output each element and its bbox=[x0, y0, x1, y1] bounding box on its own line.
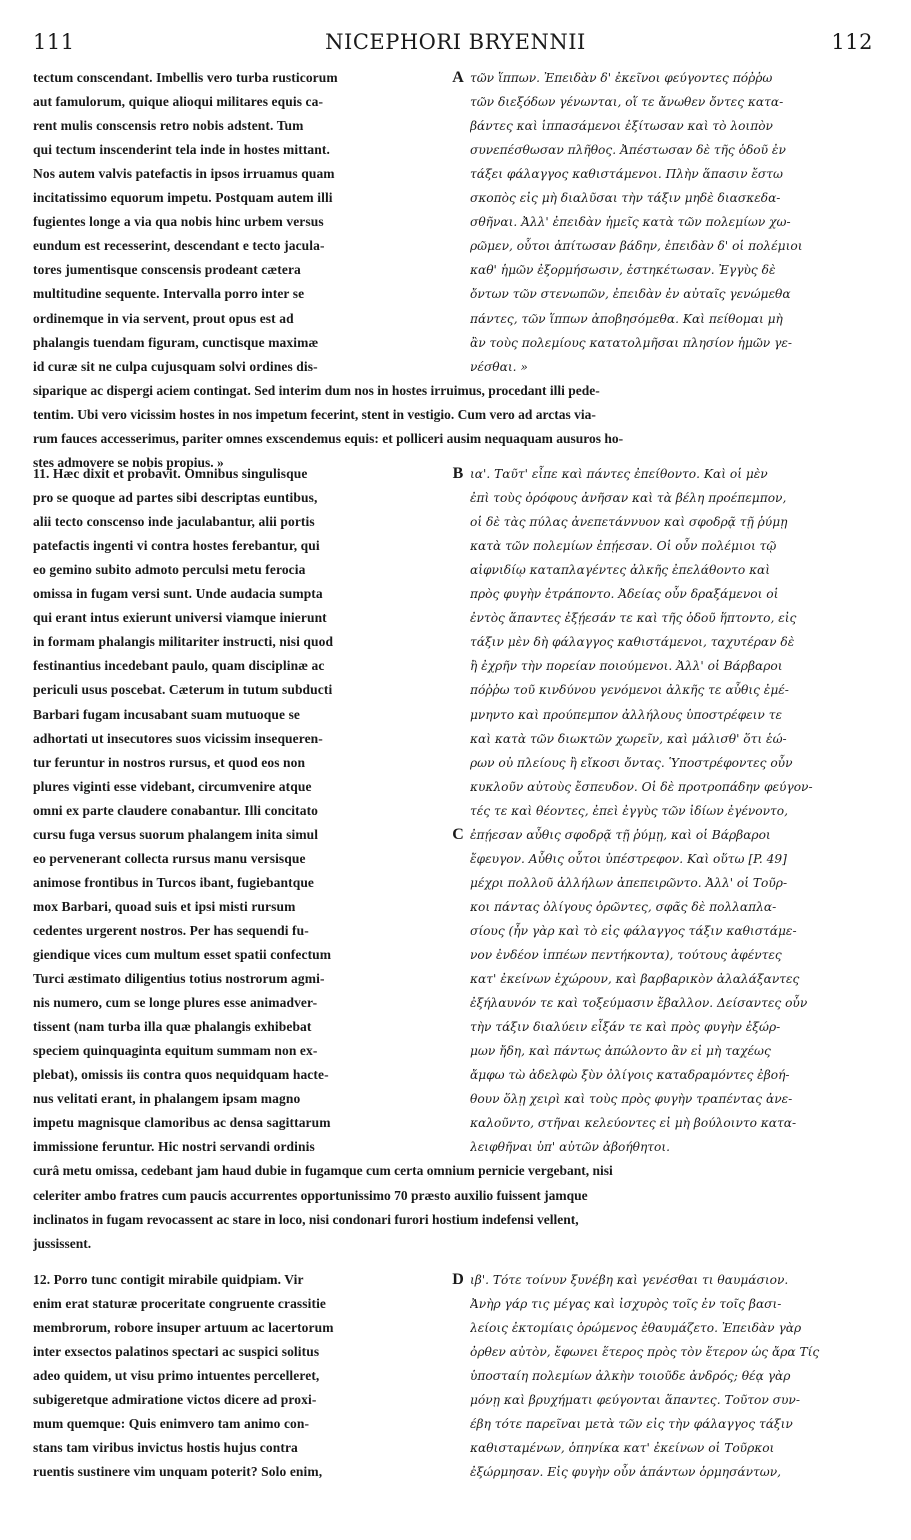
latin-line: qui tectum inscenderint tela inde in hostes mittant. bbox=[33, 142, 330, 158]
greek-line: σκοπὸς εἰς μὴ διαλῦσαι τὴν τάξιν μηδὲ διασκεδα- bbox=[470, 191, 781, 206]
right-page-number: 112 bbox=[831, 30, 873, 54]
greek-line: ἐντὸς ἅπαντες ἐξῄεσάν τε καὶ τῆς ὁδοῦ ἥπτοντο, εἰς bbox=[470, 611, 797, 626]
latin-line: adhortati ut insecutores suos vicissim insequeren- bbox=[33, 730, 323, 746]
latin-line: membrorum, robore insuper artuum ac lacertorum bbox=[33, 1320, 334, 1336]
greek-line: ἂν τοὺς πολεμίους κατατολμῆσαι πλησίον ἡμῶν γε- bbox=[470, 335, 793, 350]
latin-line: Nos autem valvis patefactis in ipsos irruamus quam bbox=[33, 166, 335, 182]
latin-line: periculi usus poscebat. Cæterum in tutum subducti bbox=[33, 682, 333, 698]
greek-line: ἢ ἐχρῆν τὴν πορείαν ποιούμενοι. Ἀλλ' οἱ Βάρβαροι bbox=[470, 659, 783, 674]
latin-line: incitatissimo equorum impetu. Postquam autem illi bbox=[33, 190, 333, 206]
latin-line: eo gemino subito admoto perculsi metu ferocia bbox=[33, 562, 306, 578]
full-width-line: stes admovere se nobis propius. » bbox=[33, 454, 224, 470]
greek-line: θουν ὅλῃ χειρὶ καὶ τοὺς πρὸς φυγὴν τραπέντας ἀνε- bbox=[470, 1092, 793, 1107]
full-width-line: siparique ac dispergi aciem contingat. Sed interim dum nos in hostes irruimus, procedant illi pede- bbox=[33, 382, 600, 398]
greek-line: καθισταμένων, ὁπηνίκα κατ' ἐκείνων οἱ Τοῦρκοι bbox=[470, 1441, 775, 1456]
greek-line: ια'. Ταῦτ' εἶπε καὶ πάντες ἐπείθοντο. Καὶ οἱ μὲν bbox=[470, 467, 768, 481]
latin-line: immissione feruntur. Hic nostri servandi ordinis bbox=[33, 1139, 315, 1155]
latin-line: tores jumentisque conscensis prodeant cætera bbox=[33, 262, 301, 278]
latin-line: inter exsectos palatinos spectari ac suspici solitus bbox=[33, 1344, 320, 1360]
full-width-line: curâ metu omissa, cedebant jam haud dubie in fugamque cum certa omnium pernicie vergebant, nisi bbox=[33, 1163, 613, 1179]
running-header bbox=[0, 30, 911, 60]
latin-line: eo pervenerant collecta rursus manu versisque bbox=[33, 850, 306, 866]
latin-line: nis numero, cum se longe plures esse animadver- bbox=[33, 995, 318, 1011]
latin-line: tectum conscendant. Imbellis vero turba rusticorum bbox=[33, 70, 338, 85]
greek-line: νον ἐνδέον ἱππέων πεντήκοντα), τούτους ἀφέντες bbox=[470, 948, 782, 962]
latin-line: plures viginti esse videbant, circumvenire atque bbox=[33, 778, 312, 794]
latin-line: tissent (nam turba illa quæ phalangis exhibebat bbox=[33, 1019, 312, 1035]
latin-line: impetu magnisque clamoribus ac densa sagittarum bbox=[33, 1115, 331, 1131]
greek-line: κατ' ἐκείνων ἐχώρουν, καὶ βαρβαρικὸν ἀλαλάξαντες bbox=[470, 972, 800, 987]
greek-line: οἱ δὲ τὰς πύλας ἀνεπετάννυον καὶ σφοδρᾷ τῇ ῥύμῃ bbox=[470, 515, 788, 530]
greek-line: ἐξήλαυνόν τε καὶ τοξεύμασιν ἔβαλλον. Δείσαντες οὖν bbox=[470, 996, 808, 1011]
greek-line: τῶν ἵππων. Ἐπειδὰν δ' ἐκεῖνοι φεύγοντες πόῤῥω bbox=[470, 71, 773, 85]
latin-line: animose frontibus in Turcos ibant, fugiebantque bbox=[33, 874, 315, 890]
latin-line: stans tam viribus invictus hostis hujus contra bbox=[33, 1440, 298, 1456]
greek-line: ρῶμεν, οὗτοι ἀπίτωσαν βάδην, ἐπειδὰν δ' οἱ πολέμιοι bbox=[470, 239, 803, 254]
latin-line: adeo quidem, ut visu primo intuentes percelleret, bbox=[33, 1368, 320, 1384]
latin-line: cursu fuga versus suorum phalangem inita simul bbox=[33, 826, 319, 842]
latin-line: Turci æstimato diligentius totius nostrorum agmi- bbox=[33, 971, 325, 987]
greek-line: ἔφευγον. Αὖθις οὗτοι ὑπέστρεφον. Καὶ οὕτω [P. 49] bbox=[470, 851, 787, 866]
greek-line: καλοῦντο, στῆναι κελεύοντες εἰ μὴ βούλοιντο κατα- bbox=[470, 1116, 797, 1131]
greek-line: τάξει φάλαγγος καθιστάμενοι. Πλὴν ἅπασιν ἔστω bbox=[470, 167, 783, 182]
latin-line: qui erant intus exierunt universi viamque inierunt bbox=[33, 610, 327, 626]
latin-line: fugientes longe a via qua nobis hinc urbem versus bbox=[33, 214, 324, 230]
latin-line: omni ex parte claudere conabantur. Illi concitato bbox=[33, 802, 319, 818]
running-title: NICEPHORI BRYENNII bbox=[325, 30, 586, 54]
latin-line: ruentis sustinere vim unquam poterit? Solo enim, bbox=[33, 1464, 323, 1480]
greek-line: μόνῃ καὶ βρυχήματι φεύγονται ἅπαντες. Τοῦτον συν- bbox=[470, 1393, 800, 1408]
greek-line: καὶ κατὰ τῶν διωκτῶν χωρεῖν, καὶ μάλισθ' ὅτι ἑώ- bbox=[470, 731, 787, 746]
latin-line: patefactis ingenti vi contra hostes ferebantur, qui bbox=[33, 538, 320, 554]
latin-line: mum quemque: Quis enimvero tam animo con- bbox=[33, 1416, 310, 1432]
latin-line: subigeretque admiratione victos dicere ad proxi- bbox=[33, 1392, 317, 1408]
greek-line: συνεπέσθωσαν πλῆθος. Ἀπέστωσαν δὲ τῆς ὁδοῦ ἐν bbox=[470, 143, 786, 158]
latin-line: 11. Hæc dixit et probavit. Omnibus singulisque bbox=[33, 466, 308, 481]
column-section-marker: B bbox=[452, 465, 464, 482]
latin-line: festinantius incedebant paulo, quam disciplinæ ac bbox=[33, 658, 325, 674]
latin-line: in formam phalangis militariter instructi, nisi quod bbox=[33, 634, 334, 650]
greek-line: πόῤῥω τοῦ κινδύνου γενόμενοι ἀλκῆς τε αὖθις ἐμέ- bbox=[470, 683, 789, 698]
greek-line: ἐπὶ τοὺς ὀρόφους ἀνῆσαν καὶ τὰ βέλη προέπεμπον, bbox=[470, 491, 787, 506]
greek-line: πάντες, τῶν ἵππων ἀποβησόμεθα. Καὶ πείθομαι μὴ bbox=[470, 311, 783, 326]
latin-line: pro se quoque ad partes sibi descriptas euntibus, bbox=[33, 490, 318, 506]
latin-line: id curæ sit ne culpa cujusquam solvi ordines dis- bbox=[33, 358, 318, 374]
full-width-line: jussissent. bbox=[33, 1235, 92, 1251]
latin-line: giendique vices cum multum esset spatii confectum bbox=[33, 947, 332, 962]
greek-line: ρων οὐ πλείους ἢ εἴκοσι ὄντας. Ὑποστρέφοντες οὖν bbox=[470, 755, 793, 770]
latin-line: eundum est recesserint, descendant e tecto jacula- bbox=[33, 238, 325, 254]
latin-line: 12. Porro tunc contigit mirabile quidpiam. Vir bbox=[33, 1272, 304, 1287]
greek-line: τὴν τάξιν διαλύειν εἶξάν τε καὶ πρὸς φυγὴν ἐξώρ- bbox=[470, 1020, 781, 1035]
greek-line: πρὸς φυγὴν ἐτράποντο. Ἀδείας οὖν δραξάμενοι οἱ bbox=[470, 587, 779, 602]
greek-line: ιβ'. Τότε τοίνυν ξυνέβη καὶ γενέσθαι τι θαυμάσιον. bbox=[470, 1273, 789, 1287]
greek-line: ἐξώρμησαν. Εἰς φυγὴν οὖν ἁπάντων ὁρμησάντων, bbox=[470, 1465, 781, 1480]
greek-line: κοι πάντας ὀλίγους ὁρῶντες, σφᾶς δὲ πολλαπλα- bbox=[470, 899, 777, 914]
greek-line: κυκλοῦν αὐτοὺς ἔσπευδον. Οἱ δὲ προτροπάδην φεύγον- bbox=[470, 779, 813, 794]
latin-line: aut famulorum, quique alioqui militares equis ca- bbox=[33, 94, 324, 110]
greek-line: Ἀνὴρ γάρ τις μέγας καὶ ἰσχυρὸς τοῖς ἐν τοῖς βασι- bbox=[470, 1297, 782, 1312]
full-width-line: inclinatos in fugam revocassent ac stare in loco, nisi condonari furori hostium indefensi vellent, bbox=[33, 1211, 579, 1227]
latin-line: tur feruntur in nostros rursus, et quod eos non bbox=[33, 754, 306, 770]
latin-line: omissa in fugam versi sunt. Unde audacia sumpta bbox=[33, 586, 323, 602]
greek-line: νέσθαι. » bbox=[470, 359, 528, 374]
latin-line: mox Barbari, quoad suis et ipsi misti rursum bbox=[33, 898, 296, 914]
greek-line: μέχρι πολλοῦ ἀλλήλων ἀπεπειρῶντο. Ἀλλ' οἱ Τοῦρ- bbox=[470, 875, 788, 890]
greek-line: τές τε καὶ θέοντες, ἐπεὶ ἐγγὺς τῶν ἰδίων ἐγένοντο, bbox=[470, 803, 789, 818]
latin-line: speciem quinquaginta equitum summam non ex- bbox=[33, 1043, 318, 1059]
greek-line: σθῆναι. Ἀλλ' ἐπειδὰν ἡμεῖς κατὰ τῶν πολεμίων χω- bbox=[470, 215, 791, 230]
latin-line: enim erat staturæ proceritate congruente crassitie bbox=[33, 1296, 327, 1312]
greek-line: αἰφνιδίῳ καταπλαγέντες ἀλκῆς ἐπελάθοντο καὶ bbox=[470, 563, 771, 578]
latin-line: Barbari fugam incusabant suam mutuoque se bbox=[33, 706, 301, 722]
greek-line: λειφθῆναι ὑπ' αὐτῶν ἀβοήθητοι. bbox=[470, 1140, 671, 1155]
latin-line: ordinemque in via servent, prout opus est ad bbox=[33, 310, 294, 326]
latin-line: multitudine sequente. Intervalla porro inter se bbox=[33, 286, 305, 302]
latin-line: nus velitati erant, in phalangem ipsam magno bbox=[33, 1091, 301, 1107]
greek-line: μων ἤδη, καὶ πάντως ἀπώλοντο ἂν εἰ μὴ ταχέως bbox=[470, 1044, 771, 1059]
greek-line: κατὰ τῶν πολεμίων ἐπῄεσαν. Οἱ οὖν πολέμιοι τῷ bbox=[470, 539, 777, 554]
latin-line: phalangis tuendam figuram, cunctisque maximæ bbox=[33, 334, 319, 350]
greek-line: ὄντων τῶν στενωπῶν, ἐπειδὰν ἐν αὐταῖς γενώμεθα bbox=[470, 287, 791, 302]
greek-line: ὀρθεν αὐτὸν, ἔφωνει ἕτερος πρὸς τὸν ἕτερον ὡς ἄρα Τίς bbox=[470, 1345, 820, 1360]
column-section-marker: D bbox=[452, 1271, 464, 1288]
greek-line: ὑποσταίη πολεμίων ἀλκὴν τοιοῦδε ἀνδρός; θέᾳ γὰρ bbox=[470, 1369, 791, 1384]
latin-line: cedentes urgerent nostros. Per has sequendi fu- bbox=[33, 922, 309, 938]
greek-line: βάντες καὶ ἱππασάμενοι ἐξίτωσαν καὶ τὸ λοιπὸν bbox=[470, 119, 773, 134]
greek-line: καθ' ἡμῶν ἐξορμήσωσιν, ἑστηκέτωσαν. Ἐγγὺς δὲ bbox=[470, 263, 776, 278]
greek-line: μνηντο καὶ προύπεμπον ἀλλήλους ὑποστρέφειν τε bbox=[470, 707, 782, 722]
column-section-marker: A bbox=[452, 69, 464, 86]
full-width-line: tentim. Ubi vero vicissim hostes in nos impetum fecerint, stent in vestigio. Cum vero ad arctas via- bbox=[33, 406, 596, 422]
left-page-number: 111 bbox=[33, 30, 75, 54]
greek-line: τῶν διεξόδων γένωνται, οἵ τε ἄνωθεν ὄντες κατα- bbox=[470, 95, 784, 110]
greek-line: σίους (ἦν γὰρ καὶ τὸ εἰς φάλαγγος τάξιν καθιστάμε- bbox=[470, 923, 797, 938]
latin-line: alii tecto conscenso inde jaculabantur, alii portis bbox=[33, 514, 315, 530]
greek-line: ἄμφω τὼ ἀδελφὼ ξὺν ὀλίγοις καταδραμόντες ἐβοή- bbox=[470, 1068, 790, 1083]
greek-line: λείοις ἐκτομίαις ὁρώμενος ἐθαυμάζετο. Ἐπειδὰν γὰρ bbox=[470, 1321, 802, 1336]
latin-line: rent mulis conscensis retro nobis adstent. Tum bbox=[33, 118, 304, 134]
greek-line: ἐπῄεσαν αὖθις σφοδρᾷ τῇ ῥύμῃ, καὶ οἱ Βάρβαροι bbox=[470, 827, 771, 842]
full-width-line: rum fauces accesserimus, pariter omnes exscendemus equis: et polliceri ausim nequaquam ausuros ho- bbox=[33, 430, 624, 446]
full-width-line: celeriter ambo fratres cum paucis accurrentes opportunissimo 70 præsto auxilio fuissent jamque bbox=[33, 1187, 588, 1203]
greek-line: τάξιν μὲν δὴ φάλαγγος καθιστάμενοι, ταχυτέραν δὲ bbox=[470, 635, 795, 650]
latin-line: plebat), omissis iis contra quos nequidquam hacte- bbox=[33, 1067, 329, 1083]
greek-line: έβη τότε παρεῖναι μετὰ τῶν εἰς τὴν φάλαγγος τάξιν bbox=[470, 1417, 793, 1432]
column-section-marker: C bbox=[452, 825, 464, 843]
